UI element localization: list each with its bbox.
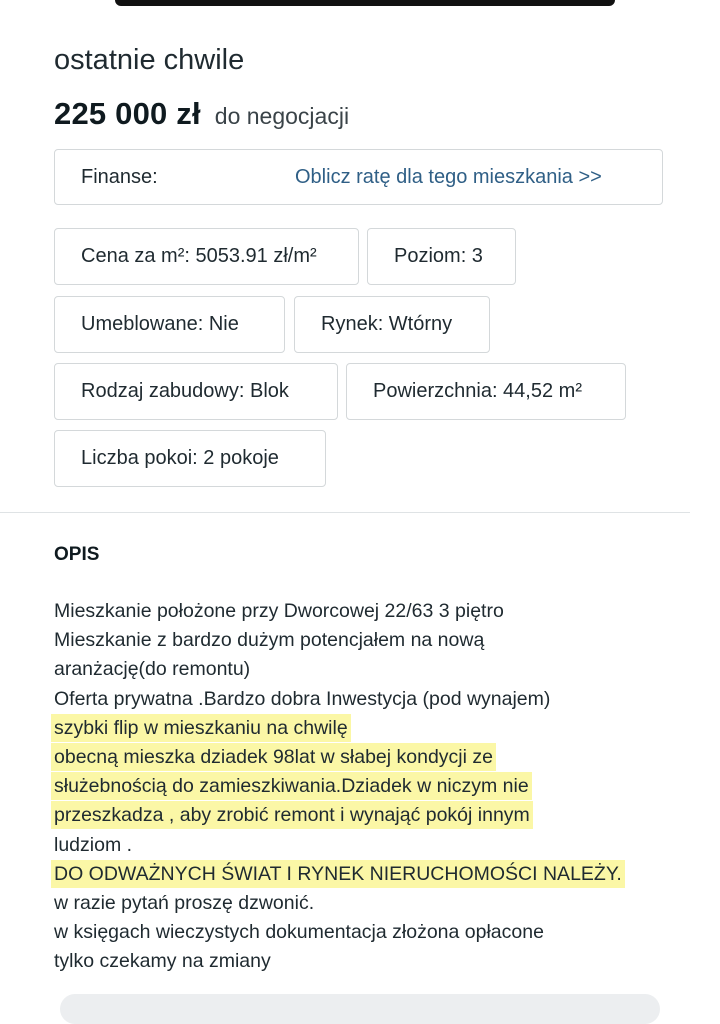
param-label: Poziom: 3 xyxy=(394,245,483,267)
description-line: w razie pytań proszę dzwonić. xyxy=(54,891,315,914)
param-label: Rodzaj zabudowy: Blok xyxy=(81,380,289,402)
description-line-highlighted: służebnością do zamieszkiwania.Dziadek w niczym nie xyxy=(54,775,529,798)
negotiable-label: do negocjacji xyxy=(214,103,350,129)
price-row xyxy=(54,96,349,132)
param-furnished xyxy=(54,296,285,353)
param-market xyxy=(294,296,490,353)
param-rooms xyxy=(54,430,326,487)
description-line-highlighted: szybki flip w mieszkaniu na chwilę xyxy=(54,716,348,739)
description-line-highlighted: obecną mieszka dziadek 98lat w słabej kondycji ze xyxy=(54,745,493,768)
description-line-highlighted: przeszkadza , aby zrobić remont i wynająć pokój innym xyxy=(54,804,530,827)
param-label: Rynek: Wtórny xyxy=(321,313,453,335)
finance-box xyxy=(54,149,663,205)
top-bar xyxy=(115,0,615,6)
description-text xyxy=(54,597,694,976)
param-price-per-m2 xyxy=(54,228,359,285)
description-line: Oferta prywatna .Bardzo dobra Inwestycja (pod wynajem) xyxy=(54,687,551,710)
description-line: Mieszkanie położone przy Dworcowej 22/63 3 piętro xyxy=(54,600,504,622)
param-label: Liczba pokoi: 2 pokoje xyxy=(81,447,279,469)
listing-status: ostatnie chwile xyxy=(54,44,245,76)
price: 225 000 zł xyxy=(54,96,201,131)
description-line: ludziom . xyxy=(54,833,133,856)
param-area xyxy=(346,363,626,420)
description-line-highlighted: DO ODWAŻNYCH ŚWIAT I RYNEK NIERUCHOMOŚCI NALEŻY. xyxy=(54,862,622,885)
section-divider xyxy=(0,512,690,513)
param-building-type xyxy=(54,363,338,420)
description-line: w księgach wieczystych dokumentacja złożona opłacone xyxy=(54,921,544,944)
param-label: Powierzchnia: 44,52 m² xyxy=(373,380,582,402)
description-line: Mieszkanie z bardzo dużym potencjałem na nową xyxy=(54,629,485,652)
installment-calculator-link[interactable]: Oblicz ratę dla tego mieszkania >> xyxy=(295,165,602,188)
param-label: Cena za m²: 5053.91 zł/m² xyxy=(81,245,317,267)
param-floor xyxy=(367,228,516,285)
bottom-action-bar[interactable] xyxy=(60,994,660,1024)
description-heading: OPIS xyxy=(54,544,100,565)
finance-label: Finanse: xyxy=(81,165,158,188)
description-line: aranżację(do remontu) xyxy=(54,658,251,681)
description-line: tylko czekamy na zmiany xyxy=(54,950,271,973)
param-label: Umeblowane: Nie xyxy=(81,313,239,335)
